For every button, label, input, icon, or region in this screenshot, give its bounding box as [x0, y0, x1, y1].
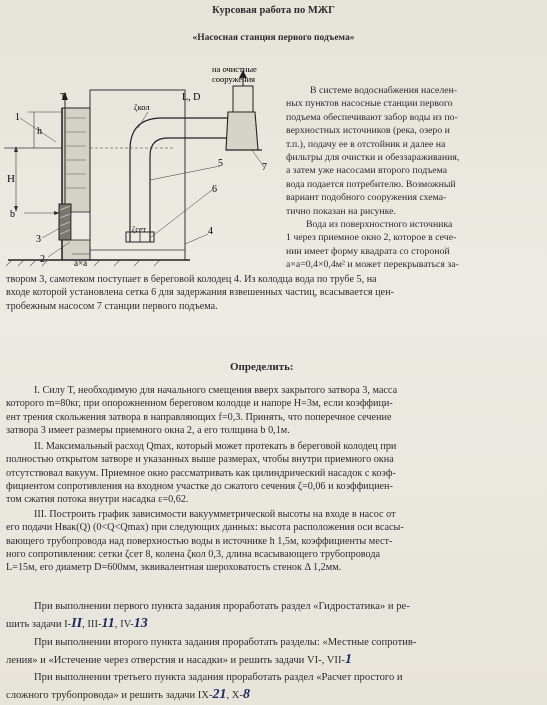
label-num-3: 3 [36, 234, 41, 245]
label-T: T [60, 92, 67, 103]
task-3-line: вающего трубопровода над поверхностью воды в источнике h 1,5м, коэффициенты мест- [6, 535, 393, 547]
label-num-5: 5 [218, 158, 223, 169]
task-2 [6, 440, 396, 506]
handwritten-task-number: II [71, 616, 83, 631]
intro-line: верхностных источников (река, озеро и [286, 125, 450, 137]
task-3 [6, 508, 404, 574]
intro-line: В системе водоснабжения населен- [310, 85, 458, 96]
label-num-1: 1 [15, 112, 20, 123]
pumping-station-diagram [0, 56, 300, 288]
label-zeta-bend: ζкол [134, 102, 150, 112]
assign-1-line: При выполнении первого пункта задания проработать раздел «Гидростатика» и ре- [34, 601, 410, 612]
intro-line: нии имеет форму квадрата со стороной [286, 245, 450, 257]
label-H: H [7, 173, 15, 185]
intro-line: а затем уже насосами второго подъема [286, 165, 448, 177]
task-2-line: отсутствовал вакуум. Приемное окно рассматривать как цилиндрический насадок с коэф- [6, 467, 396, 479]
label-length-diameter: L, D [182, 92, 201, 103]
label-zeta-screen: ζсет [132, 225, 147, 234]
task-2-line: полностью открытом затворе и указанных выше размерах, чтобы внутри приемного окна [6, 454, 394, 466]
intro-full-width [6, 273, 394, 313]
task-2-line: II. Максимальный расход Qmax, который может протекать в береговой колодец при [34, 441, 397, 452]
intro-full-line: тробежным насосом 7 станции первого подъема. [6, 300, 218, 312]
intro-line: подъема обеспечивают забор воды из по- [286, 111, 458, 123]
handwritten-task-number: 21 [212, 687, 227, 702]
label-treatment-2: сооружения [212, 74, 256, 84]
intro-line: Вода из поверхностного источника [306, 219, 453, 231]
label-num-6: 6 [212, 184, 217, 195]
assign-1-sep: , IV- [114, 619, 134, 630]
assign-2-line: При выполнении второго пункта задания проработать разделы: «Местные сопротив- [34, 637, 417, 648]
intro-line: ных пунктов насосные станции первого [286, 98, 453, 110]
handwritten-task-number: 13 [133, 616, 148, 631]
task-3-line: его подачи Hвак(Q) (0<Q<Qmax) при следующих данных: высота расположения оси всасы- [6, 522, 404, 534]
task-1-line: которого m=80кг, при опорожненном береговом колодце и напоре H=3м, если коэффици- [6, 398, 393, 410]
assign-3-sep: , X- [226, 690, 243, 701]
task-3-line: L=15м, его диаметр D=600мм, эквивалентная шероховатость стенок Δ 1,2мм. [6, 562, 342, 574]
handwritten-task-number: 8 [242, 687, 250, 702]
intro-line: вариант подобного сооружения схема- [286, 192, 447, 204]
label-num-7: 7 [262, 162, 267, 173]
task-1 [6, 384, 397, 437]
intro-line: фильтры для очистки и обеззараживания, [286, 152, 460, 164]
label-num-4: 4 [208, 226, 213, 237]
label-treatment-1: на очистные [212, 64, 257, 74]
handwritten-task-number: 11 [101, 616, 115, 631]
task-3-line: ного сопротивления: сетки ζсет 8, колена ζкол 0,3, длина всасывающего трубопровода [6, 548, 381, 560]
task-1-line: затвора 3 имеет размеры приемного окна 2, а его толщина b 0,1м. [6, 424, 290, 436]
assign-2-sep: , VII- [321, 655, 346, 666]
intro-full-line: твором 3, самотеком поступает в береговой колодец 4. Из колодца вода по трубе 5, на [6, 274, 377, 285]
assign-3-line: При выполнении третьего пункта задания проработать раздел «Расчет простого и [34, 672, 403, 683]
assignment-3 [6, 669, 403, 704]
assignment-2 [6, 634, 416, 669]
intro-line: т.п.), подачу ее в отстойник и далее на [286, 138, 446, 150]
intro-right-column [286, 84, 459, 272]
intro-line: тично показан на рисунке. [286, 205, 396, 217]
assignment-1 [6, 598, 410, 633]
intro-line: вода подается потребителю. Возможный [286, 178, 456, 190]
label-num-2: 2 [40, 254, 45, 265]
task-3-line: III. Построить график зависимости вакуумметрической высоты на входе в насос от [34, 509, 396, 520]
intro-line: a×a=0,4×0,4м² и может перекрываться за- [286, 259, 459, 271]
document-subtitle: «Насосная станция первого подъема» [192, 33, 355, 43]
assign-3-prefix: сложного трубопровода» и решить задачи IX- [6, 690, 213, 701]
document-title: Курсовая работа по МЖГ [212, 5, 335, 16]
handwritten-task-number: 1 [345, 652, 353, 667]
intro-line: 1 через приемное окно 2, которое в сече- [286, 232, 457, 244]
assign-1-sep: , III- [82, 619, 102, 630]
task-2-line: фициентом сопротивления на входном участке до сжатого сечения ζ=0,06 и коэффициен- [6, 480, 393, 492]
assign-2-prefix: ления» и «Истечение через отверстия и насадки» и решить задачи VI- [6, 655, 322, 666]
task-1-line: I. Силу T, необходимую для начального смещения вверх закрытого затвора 3, масса [34, 385, 398, 396]
task-2-line: том сжатия потока внутри насадка ε=0,62. [6, 494, 189, 506]
intro-full-line: входе которой установлена сетка 6 для задержания взвешенных частиц, всасывается цен- [6, 287, 394, 299]
section-title: Определить: [230, 361, 294, 373]
label-b: b [10, 209, 15, 220]
label-axa: a×a [74, 258, 88, 268]
task-1-line: ент трения скольжения затвора в направляющих f=0,3. Принять, что поперечное сечение [6, 411, 392, 423]
assign-1-prefix: шить задачи I- [6, 619, 72, 630]
label-h: h [37, 126, 42, 137]
